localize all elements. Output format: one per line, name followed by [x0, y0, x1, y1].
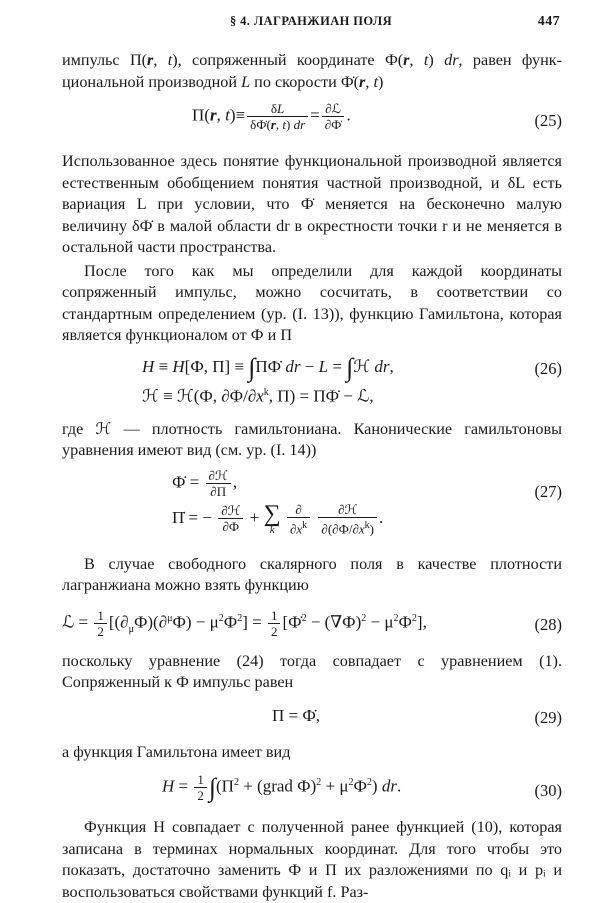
paragraph-3: После того как мы определили для каждой координаты сопряженный импульс, можно сосчитать, в соответствии со стандартным определением (ур. (I. 13)), функцию Гамильтона, которая является функционалом от Ф и П — [62, 261, 562, 344]
equation-27b: П̇ = − $\frac{\text{∂ℋ}}{\partial Ф}$ + ∑ k $\frac{\partial}{\partial x^k}$ $\frac{\text{∂ℋ}}{\partial(\partial Ф/\partial x^k)}$ . (27) — [172, 481, 562, 536]
equation-number: (28) — [534, 614, 562, 634]
paragraph-7: а функция Гамильтона имеет вид — [62, 742, 291, 761]
equation-number: (26) — [534, 358, 562, 378]
equation-number: (29) — [534, 707, 562, 727]
paragraph-6: поскольку уравнение (24) тогда совпадает с уравнением (1). Сопряженный к Ф импульс равен — [62, 651, 562, 691]
equation-28: ℒ = $\frac{1}{2}$ $[(\partial_\mu Ф)(\partial^\mu Ф) - \mu^2Ф^2]$ = $\frac{1}{2}$ [Ф̇$^2$ − $(\nabla Ф)^2 - \mu^2Ф^2$], (28) — [62, 607, 562, 639]
equation-26b: ℋ ≡ ℋ(Ф, $\partial Ф/\partial x^k$, П) = ПФ̇ − ℒ, — [142, 386, 374, 406]
paragraph-4: где ℋ — плотность гамильтониана. Канонические гамильтоновы уравнения имеют вид (см. ур. (I. 14)) — [62, 419, 562, 459]
paragraph-1: импульс П(r, t), сопряженный координате Ф(r, t) dr, равен функ- циональной производной L по скорости Ф̇(r, t) — [62, 51, 563, 91]
running-header — [62, 14, 560, 34]
equation-number: (25) — [534, 111, 562, 130]
page-number: 447 — [537, 14, 560, 29]
paragraph-8: Функция H совпадает с полученной ранее функцией (10), которая записана в терминах нормальных координат. Для того чтобы это показать, достаточно заменить Ф и П их разложениями по qᵢ и pᵢ и воспользоваться свойствами функций f. Раз- — [62, 818, 562, 901]
equation-25: П(r, t)≡ $\frac{\delta L}{\delta Ф̇(r, t) dr}$ = $\frac{\text{∂ℒ}}{\partial Ф̇}$ . (25) — [192, 101, 562, 132]
running-title: § 4. ЛАГРАНЖИАН ПОЛЯ — [229, 14, 393, 28]
equation-29: П = Ф̇, (29) — [62, 704, 562, 738]
equation-26: H ≡ H[Ф, П] ≡ ∫ПФ̇ dr − L = ∫ℋ dr, (26) — [142, 352, 562, 382]
equation-27: Ф̇ = $\frac{\text{∂ℋ}}{\partial П}$ , — [172, 467, 238, 499]
equation-number: (30) — [534, 781, 562, 800]
paragraph-5: В случае свободного скалярного поля в качестве плотности лагранжиана можно взять функцию — [62, 554, 562, 594]
page-body — [62, 44, 562, 903]
equation-30: H = $\frac{1}{2}$ $\int(П^2$ + (grad $Ф)^2 + \mu^2Ф^2$) dr. (30) — [162, 772, 562, 804]
paragraph-2: Использованное здесь понятие функциональной производной является естественным обобщением понятия частной производной, и δL есть вариация L при условии, что Ф̇ меняется на бесконечно малую величину δФ̇ в малой области dr в окрестности точки r и не меняется в остальной части пространства. — [62, 152, 562, 256]
equation-number: (27) — [534, 481, 562, 501]
